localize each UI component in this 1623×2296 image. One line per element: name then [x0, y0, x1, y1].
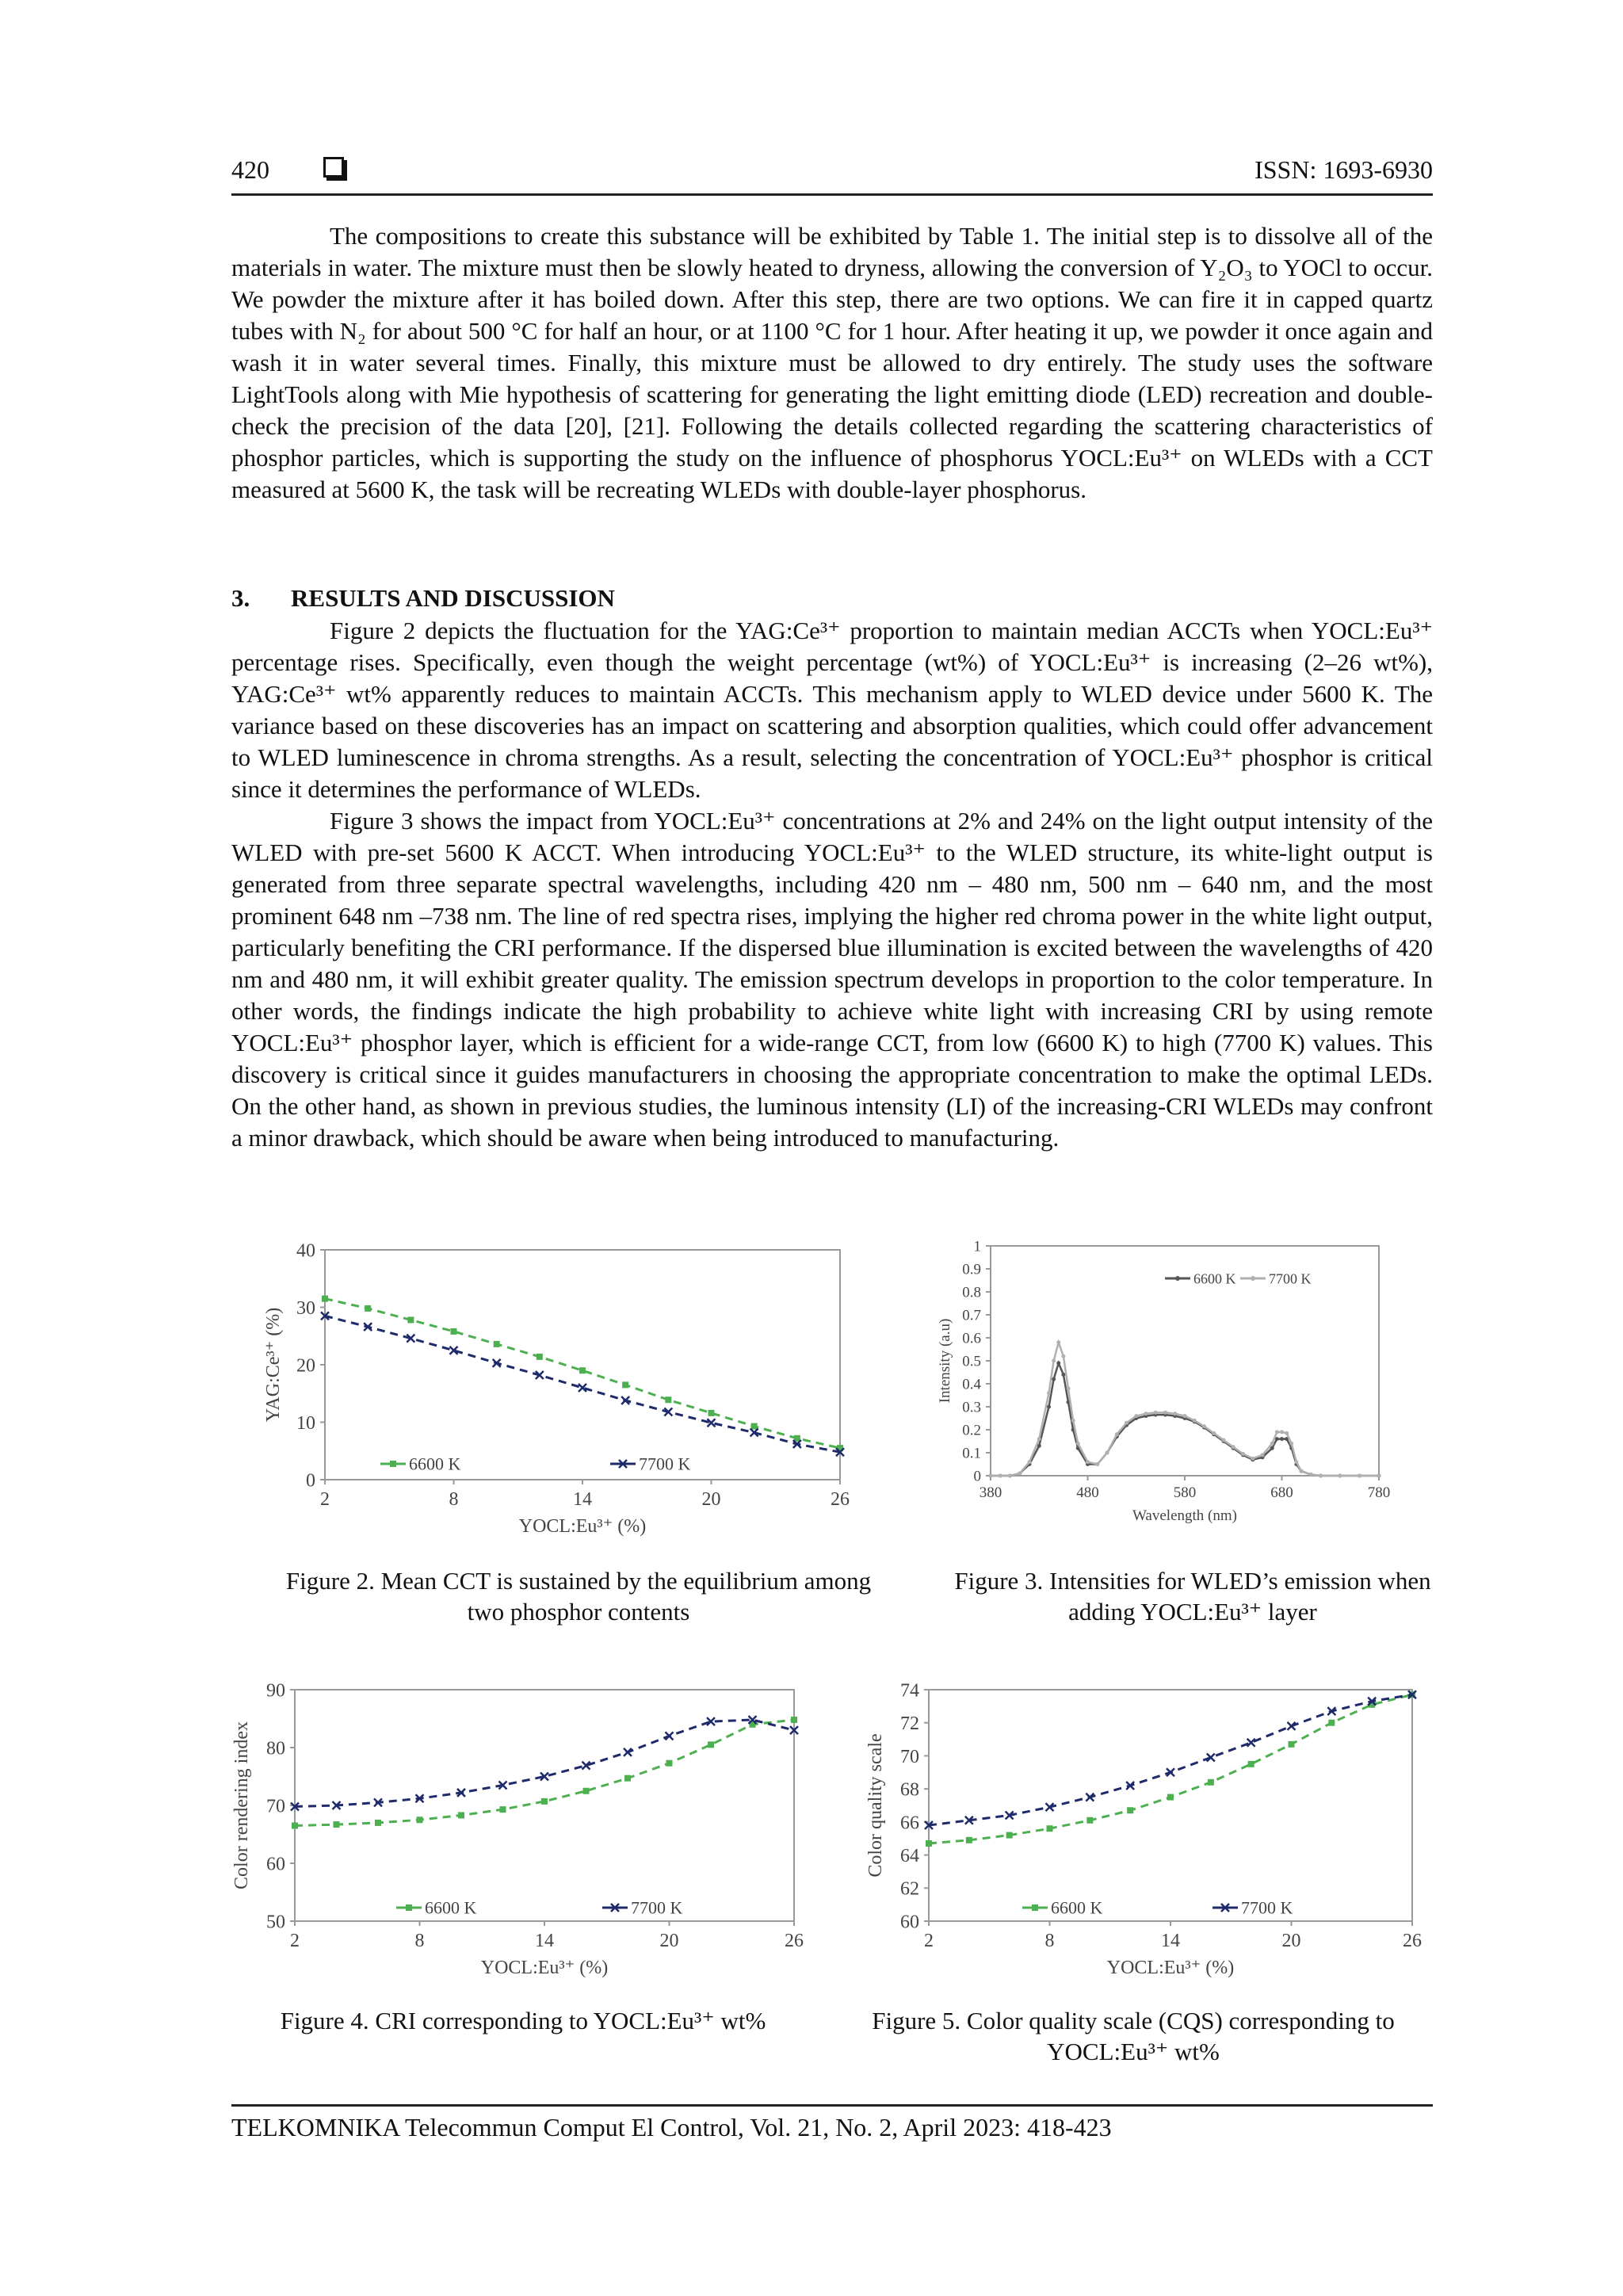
data-point: [1047, 1391, 1051, 1395]
data-point: [375, 1820, 381, 1826]
issn: ISSN: 1693-6930: [1254, 155, 1433, 184]
data-point: [999, 1474, 1002, 1478]
data-point: [407, 1316, 414, 1323]
data-point: [1247, 1739, 1255, 1747]
paragraph-methods: [231, 220, 1433, 506]
data-point: [1095, 1462, 1099, 1466]
x-tick-label: 14: [535, 1931, 554, 1951]
data-point: [1173, 1412, 1177, 1415]
paragraph-3: Figure 3 shows the impact from YOCL:Eu³⁺ concentrations at 2% and 24% on the light output intensity of the WLED with pre-set 5600 K ACCT. When introducing YOCL:Eu³⁺ to the WLED structure, its white-light output is generated from three separate spectral wavelengths, including 420 nm – 480 nm, 500 nm – 640 nm, and the most prominent 648 nm –738 nm. The line of red spectra rises, implying the higher red chroma power in the white light output, particularly benefiting the CRI performance. If the dispersed blue illumination is excited between the wavelengths of 420 nm and 480 nm, it will exhibit greater quality. The emission spectrum develops in proportion to the color temperature. In other words, the findings indicate the high probability to achieve white light with increasing CRI by using remote YOCL:Eu³⁺ phosphor layer, which is efficient for a wide-range CCT, from low (6600 K) to high (7700 K) values. This discovery is critical since it guides manufacturers in choosing the appropriate concentration to make the optimal LEDs. On the other hand, as shown in previous studies, the luminous intensity (LI) of the increasing-CRI WLEDs may confront a minor drawback, which should be aware when being introduced to manufacturing.: [231, 807, 1433, 1152]
x-tick-label: 14: [1161, 1931, 1180, 1951]
data-point: [494, 1341, 500, 1347]
figure-3: [927, 1228, 1411, 1534]
data-point: [334, 1821, 340, 1828]
data-point: [458, 1812, 464, 1818]
figure-4: [230, 1672, 848, 1985]
data-point: [322, 1296, 328, 1302]
legend-label: 7700 K: [1269, 1270, 1312, 1287]
data-point: [1241, 1452, 1245, 1456]
legend-label: 7700 K: [639, 1454, 691, 1474]
plot-frame: [295, 1690, 794, 1921]
x-tick-label: 26: [785, 1931, 804, 1951]
data-point: [1275, 1430, 1279, 1434]
legend-label: 6600 K: [1051, 1897, 1103, 1918]
data-point: [1358, 1474, 1361, 1478]
legend-marker: [1032, 1904, 1038, 1911]
legend-label: 7700 K: [631, 1897, 683, 1918]
data-point: [1270, 1442, 1274, 1446]
square-bullet-icon: [323, 157, 344, 178]
data-point: [1006, 1832, 1013, 1839]
data-point: [1285, 1431, 1289, 1435]
y-tick-label: 70: [266, 1796, 285, 1817]
series-line-0: [929, 1694, 1412, 1843]
data-point: [1202, 1424, 1206, 1428]
figure-2: [262, 1232, 880, 1538]
data-point: [665, 1396, 671, 1403]
data-point: [500, 1806, 506, 1813]
data-point: [1052, 1377, 1056, 1381]
data-point: [1018, 1472, 1022, 1476]
plot-frame: [929, 1690, 1412, 1921]
data-point: [966, 1837, 972, 1843]
data-point: [1067, 1386, 1071, 1390]
x-tick-label: 20: [659, 1931, 679, 1951]
data-point: [1056, 1340, 1060, 1344]
y-tick-label: 1: [973, 1238, 981, 1255]
data-point: [1163, 1411, 1167, 1415]
data-point: [1232, 1445, 1235, 1449]
section-title: RESULTS AND DISCUSSION: [291, 584, 615, 612]
y-tick-label: 80: [266, 1738, 285, 1759]
y-tick-label: 10: [296, 1412, 315, 1434]
data-point: [708, 1741, 714, 1748]
data-point: [1212, 1431, 1216, 1435]
data-point: [1193, 1419, 1197, 1423]
data-point: [1309, 1473, 1313, 1477]
data-point: [1134, 1414, 1138, 1418]
data-point: [1248, 1761, 1254, 1767]
y-tick-label: 0.2: [962, 1422, 981, 1439]
data-point: [1289, 1741, 1295, 1748]
data-point: [791, 1717, 797, 1723]
data-point: [1047, 1825, 1053, 1832]
data-point: [1208, 1779, 1214, 1786]
data-point: [1261, 1453, 1265, 1457]
figure-2-chart: [262, 1232, 880, 1537]
y-tick-label: 0.8: [962, 1284, 981, 1301]
y-tick-label: 0: [973, 1468, 981, 1485]
y-tick-label: 66: [900, 1813, 919, 1834]
legend-marker: [1175, 1276, 1180, 1281]
y-tick-label: 68: [900, 1779, 919, 1801]
data-point: [1037, 1437, 1041, 1441]
legend-label: 6600 K: [1193, 1270, 1236, 1287]
x-tick-label: 20: [1281, 1931, 1301, 1951]
data-point: [579, 1367, 586, 1373]
legend-label: 6600 K: [409, 1454, 461, 1474]
x-tick-label: 8: [449, 1489, 459, 1510]
data-point: [1270, 1446, 1274, 1450]
data-point: [1127, 1807, 1133, 1813]
results-text: [231, 615, 1433, 1154]
x-tick-label: 20: [701, 1489, 721, 1510]
data-point: [1061, 1354, 1065, 1358]
data-point: [1052, 1359, 1056, 1363]
x-tick-label: 2: [320, 1489, 330, 1510]
data-point: [1125, 1421, 1128, 1425]
data-point: [1183, 1414, 1187, 1418]
y-tick-label: 40: [296, 1240, 315, 1262]
data-point: [1086, 1460, 1090, 1464]
y-tick-label: 0.5: [962, 1353, 981, 1370]
data-point: [666, 1760, 673, 1767]
x-tick-label: 780: [1367, 1484, 1391, 1501]
data-point: [417, 1817, 423, 1823]
y-tick-label: 0: [306, 1470, 315, 1492]
y-tick-label: 0.9: [962, 1261, 981, 1278]
x-tick-label: 580: [1173, 1484, 1197, 1501]
legend-label: 6600 K: [425, 1897, 477, 1918]
x-axis-label: YOCL:Eu³⁺ (%): [518, 1516, 647, 1537]
data-point: [1319, 1474, 1323, 1478]
legend-label: 7700 K: [1241, 1897, 1293, 1918]
page-footer: TELKOMNIKA Telecommun Comput El Control, Vol. 21, No. 2, April 2023: 418-423: [231, 2104, 1433, 2142]
x-tick-label: 2: [290, 1931, 300, 1951]
plot-frame: [991, 1246, 1379, 1476]
y-tick-label: 0.7: [962, 1307, 981, 1324]
y-axis-label: Intensity (a.u): [937, 1318, 953, 1404]
data-point: [1061, 1373, 1065, 1377]
x-tick-label: 26: [1403, 1931, 1422, 1951]
page-header: [231, 154, 1433, 196]
data-point: [1377, 1474, 1381, 1478]
series-line-1: [295, 1720, 794, 1807]
x-axis-label: YOCL:Eu³⁺ (%): [1106, 1958, 1235, 1978]
data-point: [451, 1328, 457, 1335]
figure-2-caption: Figure 2. Mean CCT is sustained by the equilibrium among two phosphor contents: [285, 1567, 872, 1626]
data-point: [537, 1354, 543, 1360]
figure-4-caption: Figure 4. CRI corresponding to YOCL:Eu³⁺ wt%: [280, 2007, 766, 2034]
section-number: 3.: [231, 584, 250, 612]
plot-frame: [325, 1250, 840, 1480]
data-point: [1289, 1442, 1293, 1446]
legend-marker: [406, 1904, 412, 1911]
legend-marker: [390, 1461, 396, 1467]
y-tick-label: 74: [900, 1680, 919, 1702]
data-point: [365, 1305, 371, 1312]
data-point: [1294, 1460, 1298, 1464]
y-axis-label: Color quality scale: [865, 1733, 886, 1878]
data-point: [622, 1381, 628, 1388]
data-point: [1251, 1457, 1254, 1461]
figure-5: [864, 1672, 1442, 1985]
data-point: [1028, 1460, 1032, 1464]
data-point: [1300, 1469, 1304, 1473]
series-line-1: [929, 1694, 1412, 1825]
y-tick-label: 90: [266, 1680, 285, 1702]
y-axis-label: YAG:Ce³⁺ (%): [263, 1307, 284, 1423]
y-axis-label: Color rendering index: [231, 1721, 252, 1889]
y-tick-label: 60: [900, 1912, 919, 1933]
data-point: [708, 1410, 715, 1416]
figure-3-caption: Figure 3. Intensities for WLED’s emission when adding YOCL:Eu³⁺ layer: [954, 1567, 1431, 1626]
y-tick-label: 72: [900, 1713, 919, 1735]
paragraph-2: Figure 2 depicts the fluctuation for the YAG:Ce³⁺ proportion to maintain median ACCTs when YOCL:Eu³⁺ percentage rises. Specifically, even though the weight percentage (wt%) of YOCL:Eu³⁺ is increasing (2–26 wt%), YAG:Ce³⁺ wt% apparently reduces to maintain ACCTs. This mechanism apply to WLED device under 5600 K. The variance based on these discoveries has an impact on scattering and absorption qualities, which could offer advancement to WLED luminescence in chroma strengths. As a result, selecting the concentration of YOCL:Eu³⁺ phosphor is critical since it determines the performance of WLEDs.: [231, 617, 1433, 803]
x-tick-label: 26: [831, 1489, 850, 1510]
data-point: [1328, 1720, 1335, 1726]
figure-5-caption: Figure 5. Color quality scale (CQS) corresponding to YOCL:Eu³⁺ wt%: [872, 2007, 1395, 2065]
data-point: [1154, 1411, 1158, 1415]
data-point: [1076, 1442, 1080, 1446]
y-tick-label: 0.6: [962, 1330, 981, 1347]
data-point: [1115, 1432, 1119, 1436]
series-line-1: [325, 1316, 840, 1452]
y-tick-label: 60: [266, 1854, 285, 1875]
data-point: [1144, 1412, 1148, 1415]
y-tick-label: 0.3: [962, 1399, 981, 1416]
y-tick-label: 64: [900, 1845, 919, 1866]
x-tick-label: 8: [1044, 1931, 1055, 1951]
x-axis-label: Wavelength (nm): [1132, 1507, 1237, 1524]
data-point: [1167, 1794, 1174, 1801]
x-tick-label: 380: [979, 1484, 1002, 1501]
data-point: [1280, 1437, 1284, 1441]
x-tick-label: 2: [924, 1931, 934, 1951]
y-tick-label: 50: [266, 1912, 285, 1933]
y-tick-label: 0.4: [962, 1376, 981, 1393]
x-tick-label: 8: [414, 1931, 425, 1951]
legend-marker: [1251, 1276, 1255, 1281]
y-tick-label: 0.1: [962, 1445, 981, 1462]
data-point: [541, 1798, 548, 1805]
data-point: [1338, 1474, 1342, 1478]
data-point: [1222, 1438, 1226, 1442]
data-point: [926, 1840, 932, 1847]
data-point: [1056, 1361, 1060, 1365]
section-heading: [231, 584, 615, 613]
y-tick-label: 70: [900, 1746, 919, 1767]
data-point: [1106, 1451, 1109, 1455]
y-tick-label: 20: [296, 1355, 315, 1377]
y-tick-label: 62: [900, 1878, 919, 1900]
x-tick-label: 14: [573, 1489, 592, 1510]
data-point: [583, 1788, 590, 1794]
x-tick-label: 680: [1270, 1484, 1293, 1501]
data-point: [292, 1823, 298, 1829]
data-point: [1008, 1474, 1012, 1478]
data-point: [1086, 1817, 1093, 1824]
data-point: [624, 1775, 631, 1782]
data-point: [1280, 1430, 1284, 1434]
data-point: [751, 1423, 758, 1430]
figure-3-chart: [927, 1228, 1411, 1530]
series-line-0: [295, 1720, 794, 1826]
page-number: 420: [231, 155, 269, 184]
figure-4-chart: [230, 1672, 848, 1981]
data-point: [989, 1474, 993, 1478]
paragraph-1: The compositions to create this substance will be exhibited by Table 1. The initial step is to dissolve all of the materials in water. The mixture must then be slowly heated to dryness, allowing the conversion of Y₂O₃ to YOCl to occur. We powder the mixture after it has boiled down. After this step, there are two options. We can fire it in capped quartz tubes with N₂ for about 500 °C for half an hour, or at 1100 °C for 1 hour. After heating it up, we powder it once again and wash it in water several times. Finally, this mixture must be allowed to dry entirely. The study uses the software LightTools along with Mie hypothesis of scattering for generating the light emitting diode (LED) recreation and double-check the precision of the data [20], [21]. Following the details collected regarding the scattering characteristics of phosphor particles, which is supporting the study on the influence of phosphorus YOCL:Eu³⁺ on WLEDs with a CCT measured at 5600 K, the task will be recreating WLEDs with double-layer phosphorus.: [231, 222, 1433, 503]
data-point: [1047, 1405, 1051, 1409]
figure-5-chart: [864, 1672, 1442, 1981]
y-tick-label: 30: [296, 1297, 315, 1319]
x-axis-label: YOCL:Eu³⁺ (%): [480, 1958, 609, 1978]
x-tick-label: 480: [1076, 1484, 1099, 1501]
data-point: [1071, 1419, 1075, 1423]
